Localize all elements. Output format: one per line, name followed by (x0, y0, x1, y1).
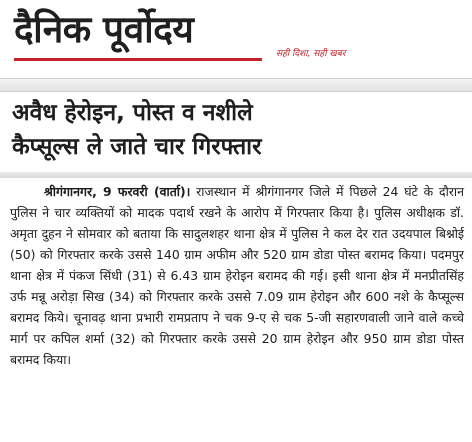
logo-underline (14, 58, 262, 61)
headline-divider (0, 172, 472, 178)
article-body-text: राजस्थान में श्रीगंगानगर जिले में पिछले 24 घंटे के दौरान पुलिस ने चार व्यक्तियों को मादक पदार्थ रखने के आरोप में गिरफ्तार किया है। पुलिस अधीक्षक डॉ. अमृता दुहन ने सोमवार को बताया कि सादुलशहर थाना क्षेत्र में पुलिस ने कल देर रात उदयपाल बिश्नोई (50) को गिरफ्तार करके उससे 140 ग्राम अफीम और 520 ग्राम डोडा पोस्त बरामद किया। पदमपुर थाना क्षेत्र में पंकज सिंधी (31) से 6.43 ग्राम हेरोइन बरामद की गई। इसी थाना क्षेत्र में मनप्रीतसिंह उर्फ मन्नू अरोड़ा सिख (34) को गिरफ्तार करके उससे 7.09 ग्राम हेरोइन और 600 नशे के कैप्सूल्स बरामद किये। चूनावढ़ थाना प्रभारी रामप्रताप ने चक 9-ए से चक 5-जी सहारणवाली जाने वाले कच्चे मार्ग पर कपिल शर्मा (32) को गिरफ्तार करके उससे 20 ग्राम हेरोइन और 950 ग्राम डोडा पोस्त बरामद किया। (10, 184, 464, 367)
article-body (10, 181, 464, 370)
headline-line-2: कैप्सूल्स ले जाते चार गिरफ्तार (12, 134, 262, 160)
header-separator-bar (0, 78, 472, 92)
article-paragraph (10, 181, 464, 370)
masthead (0, 0, 472, 78)
article-headline (12, 96, 464, 164)
headline-line-1: अवैध हेरोइन, पोस्त व नशीले (12, 100, 253, 126)
newspaper-tagline: सही दिशा, सही खबर (276, 49, 346, 59)
article-dateline: श्रीगंगानगर, 9 फरवरी (वार्ता)। (44, 184, 191, 199)
newspaper-logo: दैनिक पूर्वोदय (14, 8, 194, 51)
